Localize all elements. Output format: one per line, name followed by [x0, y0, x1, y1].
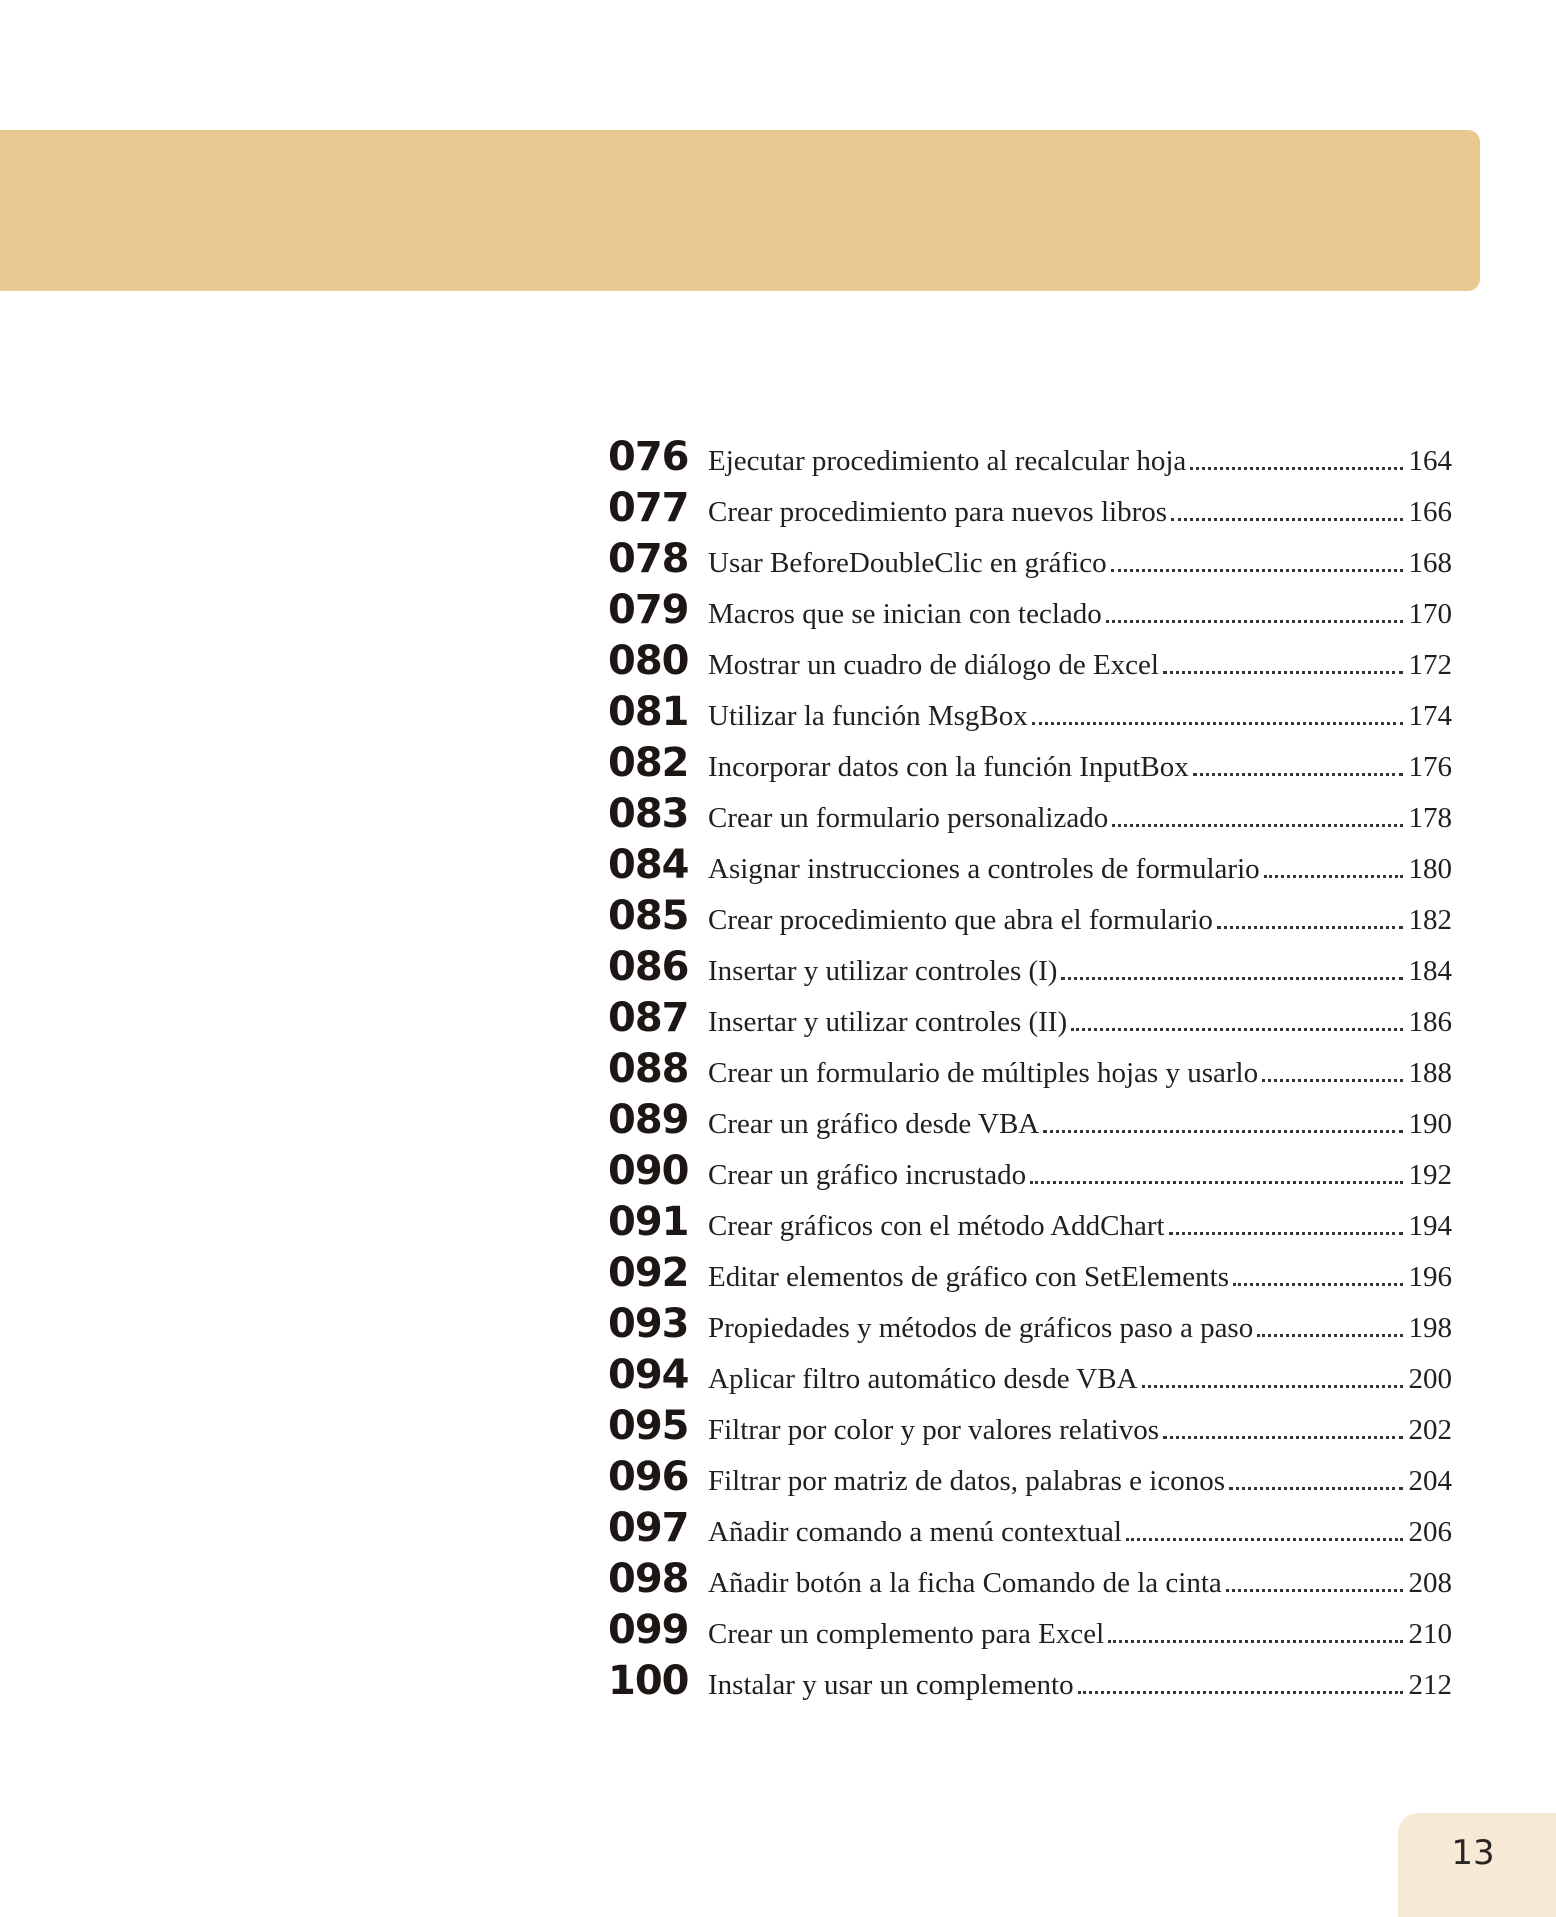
toc-entry-page: 210: [1408, 1618, 1452, 1650]
toc-entry[interactable]: [608, 1350, 1452, 1401]
toc-entry-leader: [1233, 1283, 1402, 1286]
toc-entry-title: Insertar y utilizar controles (II): [708, 1006, 1068, 1038]
toc-entry-page: 178: [1408, 802, 1452, 834]
toc-entry[interactable]: [608, 738, 1452, 789]
toc-entry-title: Filtrar por color y por valores relativos: [708, 1414, 1159, 1446]
toc-entry-number: 096: [608, 1454, 689, 1500]
toc-entry-leader: [1193, 773, 1403, 776]
toc-entry-page: 184: [1408, 955, 1452, 987]
toc-entry-leader: [1108, 1640, 1402, 1643]
toc-entry-title: Utilizar la función MsgBox: [708, 700, 1028, 732]
toc-entry-leader: [1071, 1028, 1402, 1031]
toc-entry-leader: [1229, 1487, 1402, 1490]
toc-entry-page: 212: [1408, 1669, 1452, 1701]
toc-entry[interactable]: [608, 1248, 1452, 1299]
toc-entry-page: 190: [1408, 1108, 1452, 1140]
toc-entry-title: Crear un gráfico desde VBA: [708, 1108, 1040, 1140]
toc-entry-page: 164: [1408, 445, 1452, 477]
toc-entry-leader: [1262, 1079, 1402, 1082]
toc-entry-number: 100: [608, 1658, 689, 1704]
toc-entry-title: Crear un formulario de múltiples hojas y usarlo: [708, 1057, 1259, 1089]
toc-entry-page: 186: [1408, 1006, 1452, 1038]
header-band: [0, 130, 1480, 291]
toc-entry-page: 182: [1408, 904, 1452, 936]
toc-entry-title: Crear gráficos con el método AddChart: [708, 1210, 1165, 1242]
toc-entry-title: Incorporar datos con la función InputBox: [708, 751, 1189, 783]
toc-entry-title: Aplicar filtro automático desde VBA: [708, 1363, 1138, 1395]
toc-entry-title: Ejecutar procedimiento al recalcular hoja: [708, 445, 1187, 477]
toc-entry-title: Añadir comando a menú contextual: [708, 1516, 1122, 1548]
toc-entry-number: 081: [608, 689, 689, 735]
toc-entry-title: Crear un gráfico incrustado: [708, 1159, 1027, 1191]
toc-entry-page: 176: [1408, 751, 1452, 783]
toc-entry-title: Propiedades y métodos de gráficos paso a paso: [708, 1312, 1254, 1344]
page-number-tab: [1398, 1813, 1556, 1917]
toc-entry-number: 098: [608, 1556, 689, 1602]
toc-entry-page: 188: [1408, 1057, 1452, 1089]
toc-entry[interactable]: [608, 1605, 1452, 1656]
toc-entry-number: 091: [608, 1199, 689, 1245]
toc-entry-page: 198: [1408, 1312, 1452, 1344]
toc-entry-number: 087: [608, 995, 689, 1041]
toc-entry-number: 084: [608, 842, 689, 888]
toc-entry-number: 083: [608, 791, 689, 837]
toc-entry-page: 192: [1408, 1159, 1452, 1191]
toc-entry[interactable]: [608, 687, 1452, 738]
toc-entry-leader: [1163, 1436, 1403, 1439]
toc-entry-number: 076: [608, 434, 689, 480]
toc-entry-title: Usar BeforeDoubleClic en gráfico: [708, 547, 1107, 579]
toc-entry-number: 095: [608, 1403, 689, 1449]
toc-entry-title: Insertar y utilizar controles (I): [708, 955, 1058, 987]
toc-entry-page: 200: [1408, 1363, 1452, 1395]
toc-entry[interactable]: [608, 891, 1452, 942]
toc-entry[interactable]: [608, 789, 1452, 840]
toc-entry-page: 208: [1408, 1567, 1452, 1599]
toc-entry-leader: [1226, 1589, 1403, 1592]
toc-entry-leader: [1032, 722, 1403, 725]
toc-entry-number: 088: [608, 1046, 689, 1092]
toc-entry-leader: [1126, 1538, 1403, 1541]
toc-entry-page: 170: [1408, 598, 1452, 630]
toc-entry-leader: [1142, 1385, 1403, 1388]
toc-entry-leader: [1061, 977, 1402, 980]
toc-entry-page: 166: [1408, 496, 1452, 528]
toc-entry-number: 082: [608, 740, 689, 786]
toc-entry-number: 097: [608, 1505, 689, 1551]
toc-entry-page: 196: [1408, 1261, 1452, 1293]
toc-entry-title: Crear procedimiento para nuevos libros: [708, 496, 1168, 528]
toc-entry-number: 085: [608, 893, 689, 939]
toc-entry-number: 077: [608, 485, 689, 531]
toc-entry-page: 204: [1408, 1465, 1452, 1497]
toc-entry-number: 099: [608, 1607, 689, 1653]
toc-entry-leader: [1106, 620, 1403, 623]
toc-entry[interactable]: [608, 483, 1452, 534]
toc-entry-leader: [1078, 1691, 1403, 1694]
toc-entry-title: Crear procedimiento que abra el formulario: [708, 904, 1213, 936]
toc-entry-page: 174: [1408, 700, 1452, 732]
toc-entry[interactable]: [608, 585, 1452, 636]
toc-entry-leader: [1030, 1181, 1402, 1184]
toc-entry-number: 079: [608, 587, 689, 633]
toc-entry-number: 093: [608, 1301, 689, 1347]
toc-entry-leader: [1217, 926, 1403, 929]
toc-entry-number: 086: [608, 944, 689, 990]
toc-entry[interactable]: [608, 942, 1452, 993]
table-of-contents: [608, 432, 1452, 1707]
toc-entry-title: Instalar y usar un complemento: [708, 1669, 1074, 1701]
toc-entry-page: 172: [1408, 649, 1452, 681]
toc-entry-number: 094: [608, 1352, 689, 1398]
toc-entry-title: Filtrar por matriz de datos, palabras e iconos: [708, 1465, 1226, 1497]
toc-entry-title: Mostrar un cuadro de diálogo de Excel: [708, 649, 1159, 681]
toc-entry-title: Añadir botón a la ficha Comando de la cinta: [708, 1567, 1222, 1599]
toc-entry-leader: [1190, 467, 1402, 470]
toc-entry[interactable]: [608, 993, 1452, 1044]
toc-entry[interactable]: [608, 840, 1452, 891]
toc-entry[interactable]: [608, 1656, 1452, 1707]
toc-entry-number: 092: [608, 1250, 689, 1296]
toc-entry-leader: [1171, 518, 1402, 521]
toc-entry-title: Editar elementos de gráfico con SetElements: [708, 1261, 1230, 1293]
toc-entry-leader: [1043, 1130, 1402, 1133]
toc-entry[interactable]: [608, 1503, 1452, 1554]
toc-entry[interactable]: [608, 432, 1452, 483]
toc-entry-title: Crear un formulario personalizado: [708, 802, 1109, 834]
toc-entry[interactable]: [608, 1299, 1452, 1350]
toc-entry[interactable]: [608, 636, 1452, 687]
toc-entry-page: 180: [1408, 853, 1452, 885]
toc-entry-page: 206: [1408, 1516, 1452, 1548]
toc-entry-title: Asignar instrucciones a controles de formulario: [708, 853, 1260, 885]
toc-entry-leader: [1257, 1334, 1402, 1337]
page-number: 13: [1451, 1833, 1495, 1873]
toc-entry-page: 194: [1408, 1210, 1452, 1242]
toc-entry-title: Macros que se inician con teclado: [708, 598, 1102, 630]
toc-entry[interactable]: [608, 1401, 1452, 1452]
toc-entry[interactable]: [608, 1452, 1452, 1503]
toc-entry[interactable]: [608, 1146, 1452, 1197]
toc-entry-leader: [1111, 569, 1403, 572]
toc-entry-number: 080: [608, 638, 689, 684]
toc-entry-title: Crear un complemento para Excel: [708, 1618, 1105, 1650]
toc-entry[interactable]: [608, 1095, 1452, 1146]
toc-entry-page: 202: [1408, 1414, 1452, 1446]
toc-entry-leader: [1169, 1232, 1403, 1235]
toc-entry-number: 089: [608, 1097, 689, 1143]
toc-entry[interactable]: [608, 1197, 1452, 1248]
toc-entry-leader: [1264, 875, 1403, 878]
toc-entry-leader: [1163, 671, 1403, 674]
toc-entry-number: 078: [608, 536, 689, 582]
toc-entry-number: 090: [608, 1148, 689, 1194]
toc-entry[interactable]: [608, 1554, 1452, 1605]
toc-entry-page: 168: [1408, 547, 1452, 579]
toc-entry[interactable]: [608, 1044, 1452, 1095]
toc-entry-leader: [1112, 824, 1402, 827]
toc-entry[interactable]: [608, 534, 1452, 585]
